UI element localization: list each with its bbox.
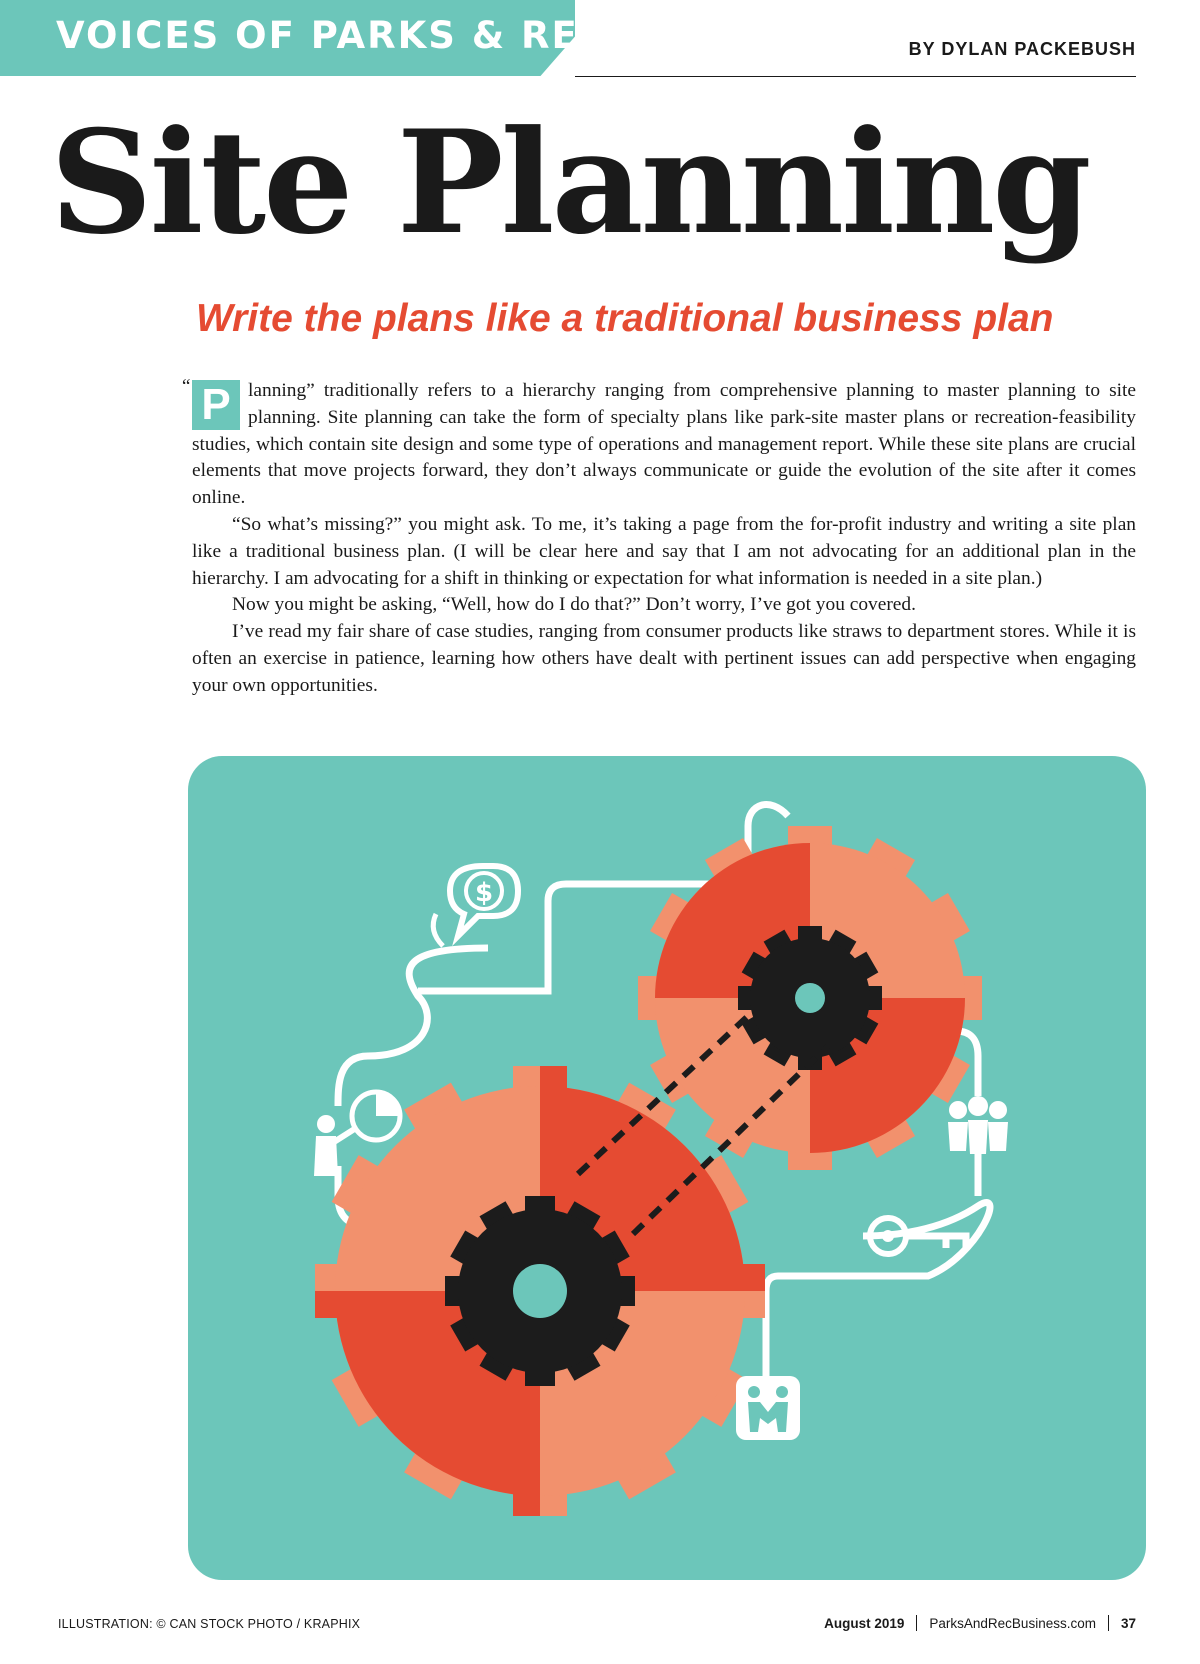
connector-line xyxy=(338,948,488,1106)
page-number: 37 xyxy=(1120,1615,1136,1631)
folio-divider xyxy=(916,1615,917,1631)
byline: BY DYLAN PACKEBUSH xyxy=(908,39,1136,59)
folio xyxy=(824,1615,1136,1631)
header-rule xyxy=(575,76,1136,77)
connector-line xyxy=(766,1202,990,1376)
folio-divider xyxy=(1108,1615,1109,1631)
money-speech-icon xyxy=(433,866,518,946)
paragraph-first xyxy=(192,378,1136,512)
dollar-icon: $ xyxy=(474,878,494,908)
group-people-icon xyxy=(948,1096,1008,1154)
page-footer xyxy=(58,1614,1136,1634)
illustration-credit: ILLUSTRATION: © CAN STOCK PHOTO / KRAPHIX xyxy=(58,1617,361,1631)
paragraph-first-text: lanning” traditionally refers to a hierarchy ranging from comprehensive planning to master planning to site planning. Site planning can take the form of specialty plans like park-site master plans or recreation-feasibility studies, which contain site design and some type of operations and management report. While these site plans are crucial elements that move projects forward, they don’t always communicate or guide the evolution of the site after it comes online. xyxy=(192,380,1136,509)
drop-cap: P xyxy=(192,380,240,430)
gears-illustration-svg xyxy=(188,756,1146,1580)
section-label: VOICES OF PARKS & REC xyxy=(56,14,608,57)
open-quote-mark: “ xyxy=(182,376,191,397)
handshake-icon xyxy=(736,1376,800,1440)
article-title: Site Planning xyxy=(50,100,1089,266)
paragraph: Now you might be asking, “Well, how do I do that?” Don’t worry, I’ve got you covered. xyxy=(232,594,916,616)
paragraph: “So what’s missing?” you might ask. To me, it’s taking a page from the for-profit industry and writing a site plan like a traditional business plan. (I will be clear here and say that I am not advocating for an additional plan in the hierarchy. I am advocating for a shift in thinking or expectation for what information is needed in a site plan.) xyxy=(192,513,1136,589)
article-body xyxy=(182,376,1136,700)
website-link[interactable]: ParksAndRecBusiness.com xyxy=(929,1615,1096,1631)
paragraph: I’ve read my fair share of case studies, ranging from consumer products like straws to department stores. While it is often an exercise in patience, learning how others have dealt with pertinent issues can add perspective when engaging your own opportunities. xyxy=(192,621,1136,696)
small-gear xyxy=(628,816,1000,1188)
article-subtitle: Write the plans like a traditional business plan xyxy=(196,297,1054,340)
issue-date: August 2019 xyxy=(824,1615,905,1631)
gears-illustration xyxy=(188,756,1146,1580)
